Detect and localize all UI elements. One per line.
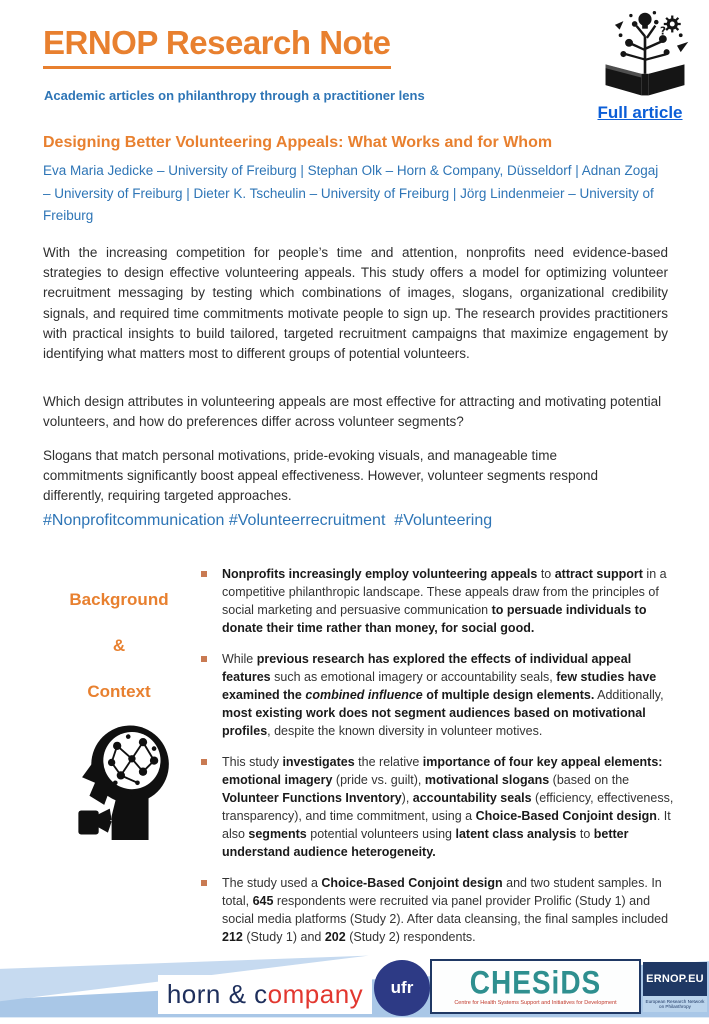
horn-company-logo <box>158 975 372 1014</box>
article-title: Designing Better Volunteering Appeals: What Works and for Whom <box>43 134 553 151</box>
section-heading-background: Background <box>69 590 169 609</box>
abstract-paragraph: With the increasing competition for people’s time and attention, nonprofits need evidence-based strategies to design effective volunteering appeals. This study offers a model for optimizing volunteer recruitment messaging by testing which combinations of images, slogans, organizational credibility signals, and required time commitments motivate people to sign up. The research provides practitioners with practical insights to build tailored, targeted recruitment campaigns that maximize engagement by identifying what matters most to different groups of potential volunteers. <box>43 245 668 362</box>
authors-line: Eva Maria Jedicke – University of Freiburg | Stephan Olk – Horn & Company, Düsseldorf | Adnan Zogaj – University of Freiburg | Dieter K. Tscheulin – University of Freiburg | Jörg Lindenmeier – University of Freiburg <box>43 163 659 223</box>
hashtags-line: #Nonprofitcommunication #Volunteerrecruitment #Volunteering <box>43 512 493 529</box>
page-title: ERNOP Research Note <box>43 24 391 69</box>
ufr-university-freiburg-logo <box>374 960 430 1016</box>
ernop-logo <box>643 962 707 1014</box>
background-bullets <box>222 565 674 959</box>
knowledge-book-icon <box>598 8 692 102</box>
ufr-logo-text: ufr <box>390 978 414 997</box>
horn-logo-text-navy: horn & c <box>166 979 268 1009</box>
bullet-item: While previous research has explored the effects of individual appeal features such as emotional imagery or accountability seals, few studies have examined the combined influence of multiple design elements. Additionally, most existing work does not segment audiences based on motivational profiles, despite the known diversity in volunteer motives. <box>222 650 674 740</box>
bullet-item: Nonprofits increasingly employ volunteering appeals to attract support in a competitive philanthropic landscape. These appeals draw from the principles of social marketing and persuasive communication to persuade individuals to donate their time rather than money, for social good. <box>222 565 674 637</box>
chesids-logo-title: CHESiDS <box>469 964 602 1000</box>
ernop-logo-subtitle: European Research Network on Philanthropy <box>643 996 707 1012</box>
ernop-logo-title: ERNOP.EU <box>643 962 707 996</box>
footer <box>0 929 709 1024</box>
tagline: Academic articles on philanthropy through a practitioner lens <box>44 88 425 103</box>
findings-paragraph: Slogans that match personal motivations, pride-evoking visuals, and manageable time commitments significantly boost appeal effectiveness. However, volunteer segments respond differently, requiring targeted approaches. <box>43 448 599 504</box>
chesids-logo-subtitle: Centre for Health Systems Support and Initiatives for Development <box>454 999 617 1006</box>
bullet-item: This study investigates the relative importance of four key appeal elements: emotional imagery (pride vs. guilt), motivational slogans (based on the Volunteer Functions Inventory), accountability seals (efficiency, effectiveness, transparency), and time commitment, using a Choice-Based Conjoint design. It also segments potential volunteers using latent class analysis to better understand audience heterogeneity. <box>222 755 674 859</box>
background-context-column <box>43 562 195 840</box>
chesids-logo <box>430 959 641 1014</box>
full-article-link[interactable]: Full article <box>597 103 683 122</box>
research-question-paragraph: Which design attributes in volunteering appeals are most effective for attracting and motivating potential volunteers, and how do preferences differ across volunteer segments? <box>43 394 662 430</box>
horn-logo-text-red: ompany <box>267 979 364 1009</box>
section-heading-context: Context <box>87 682 151 701</box>
thinking-head-icon <box>63 720 175 840</box>
section-heading-ampersand: & <box>112 636 126 655</box>
bullet-item: The study used a Choice-Based Conjoint design and two student samples. In total, 645 respondents were recruited via panel provider Prolific (Study 1) and social media platforms (Study 2). After data cleansing, the final samples included 212 (Study 1) and 202 (Study 2) respondents. <box>222 874 674 946</box>
svg-text:?: ? <box>660 25 667 38</box>
